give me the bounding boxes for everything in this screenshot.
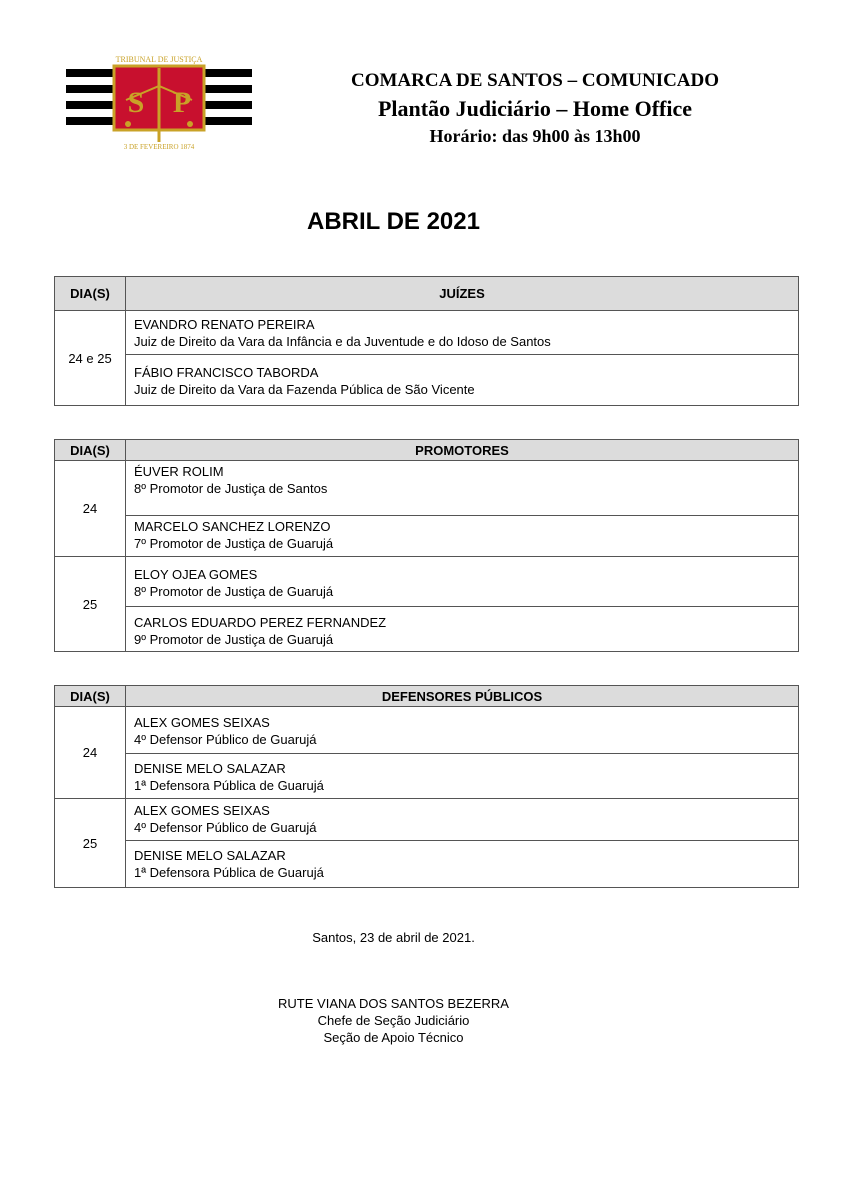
person-cell <box>126 799 799 841</box>
day-cell: 24 <box>55 461 126 557</box>
person-name: ÉUVER ROLIM <box>134 464 224 479</box>
person-name: ALEX GOMES SEIXAS <box>134 803 270 818</box>
person-cell <box>126 841 799 888</box>
signer-name: RUTE VIANA DOS SANTOS BEZERRA <box>278 996 509 1011</box>
person-name: FÁBIO FRANCISCO TABORDA <box>134 365 319 380</box>
signature-block <box>0 995 787 1046</box>
person-role: 4º Defensor Público de Guarujá <box>134 732 317 747</box>
person-cell <box>126 557 799 607</box>
table-row <box>55 355 799 406</box>
day-cell: 24 <box>55 707 126 799</box>
person-name: ELOY OJEA GOMES <box>134 567 258 582</box>
person-role: Juiz de Direito da Vara da Fazenda Pública de São Vicente <box>134 382 475 397</box>
public-defenders-table <box>54 685 799 888</box>
header-title: COMARCA DE SANTOS – COMUNICADO <box>350 70 720 91</box>
signer-department: Seção de Apoio Técnico <box>323 1030 464 1045</box>
table-row <box>55 799 799 841</box>
column-header-prosecutors: PROMOTORES <box>126 440 799 461</box>
column-header-day: DIA(S) <box>55 277 126 311</box>
table-row <box>55 557 799 607</box>
svg-text:S: S <box>127 86 145 119</box>
header-subtitle: Plantão Judiciário – Home Office <box>377 96 693 121</box>
table-row <box>55 707 799 754</box>
person-role: 8º Promotor de Justiça de Santos <box>134 481 328 496</box>
person-cell <box>126 707 799 754</box>
person-cell <box>126 461 799 516</box>
person-role: Juiz de Direito da Vara da Infância e da Juventude e do Idoso de Santos <box>134 334 551 349</box>
day-cell: 25 <box>55 799 126 888</box>
person-name: ALEX GOMES SEIXAS <box>134 715 270 730</box>
table-row <box>55 516 799 557</box>
column-header-day: DIA(S) <box>55 686 126 707</box>
day-cell: 25 <box>55 557 126 652</box>
month-title: ABRIL DE 2021 <box>307 208 480 235</box>
table-row <box>55 607 799 652</box>
person-cell <box>126 607 799 652</box>
person-name: CARLOS EDUARDO PEREZ FERNANDEZ <box>134 615 387 630</box>
person-name: DENISE MELO SALAZAR <box>134 848 286 863</box>
person-name: DENISE MELO SALAZAR <box>134 761 286 776</box>
column-header-judges: JUÍZES <box>126 277 799 311</box>
tribunal-logo <box>66 52 252 152</box>
judges-table <box>54 276 799 406</box>
svg-text:P: P <box>172 86 192 119</box>
signer-title: Chefe de Seção Judiciário <box>317 1013 470 1028</box>
person-role: 7º Promotor de Justiça de Guarujá <box>134 536 334 551</box>
day-cell: 24 e 25 <box>55 311 126 406</box>
table-row <box>55 311 799 355</box>
table-row <box>55 841 799 888</box>
table-row <box>55 461 799 516</box>
person-cell <box>126 516 799 557</box>
document-date: Santos, 23 de abril de 2021. <box>312 930 475 945</box>
person-role: 9º Promotor de Justiça de Guarujá <box>134 632 334 647</box>
person-name: MARCELO SANCHEZ LORENZO <box>134 519 331 534</box>
person-cell <box>126 355 799 406</box>
person-cell <box>126 311 799 355</box>
header-schedule: Horário: das 9h00 às 13h00 <box>429 126 641 146</box>
person-role: 1ª Defensora Pública de Guarujá <box>134 778 324 793</box>
prosecutors-table <box>54 439 799 652</box>
table-row <box>55 754 799 799</box>
person-name: EVANDRO RENATO PEREIRA <box>134 317 315 332</box>
person-cell <box>126 754 799 799</box>
person-role: 4º Defensor Público de Guarujá <box>134 820 317 835</box>
person-role: 1ª Defensora Pública de Guarujá <box>134 865 324 880</box>
person-role: 8º Promotor de Justiça de Guarujá <box>134 584 334 599</box>
column-header-defenders: DEFENSORES PÚBLICOS <box>126 686 799 707</box>
column-header-day: DIA(S) <box>55 440 126 461</box>
svg-text:3 DE FEVEREIRO 1874: 3 DE FEVEREIRO 1874 <box>123 143 195 151</box>
svg-text:TRIBUNAL DE JUSTIÇA: TRIBUNAL DE JUSTIÇA <box>115 55 203 64</box>
